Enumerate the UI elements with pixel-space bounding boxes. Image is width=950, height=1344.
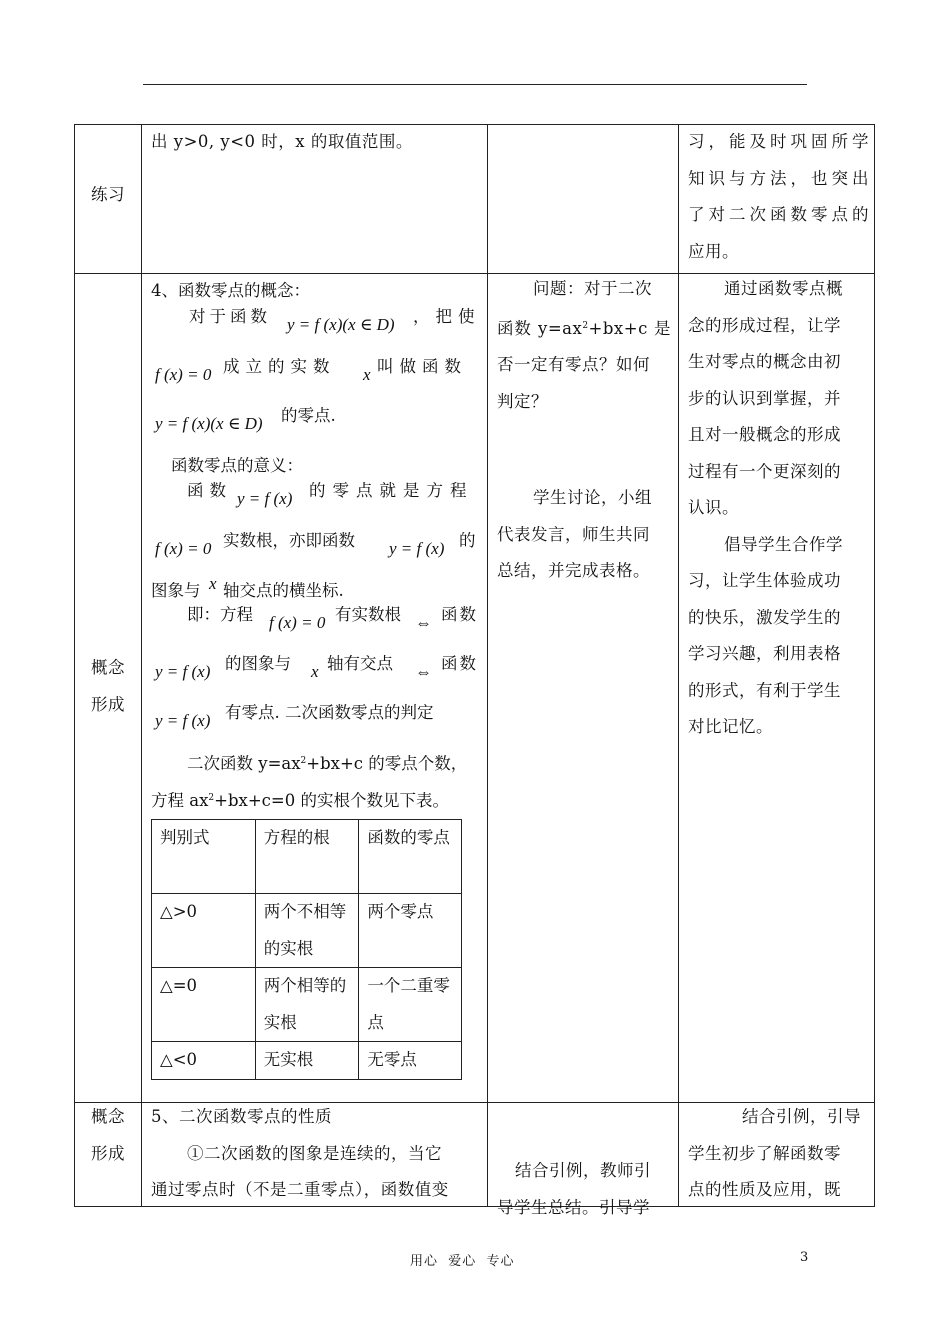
mean-text-e: 图象与 <box>151 581 201 600</box>
math-expr: y = f (x) <box>155 662 211 681</box>
activity-line: 导学生总结。引导学 <box>497 1197 650 1217</box>
purpose-line: 念的形成过程，让学 <box>688 315 841 335</box>
activity-line: 问题：对于二次 <box>533 279 652 298</box>
mean-text-f: 轴交点的横坐标. <box>223 581 344 600</box>
section-heading: 4、函数零点的概念： <box>151 281 310 300</box>
table-cell: 两个相等的实根 <box>255 968 359 1042</box>
row3-label <box>75 1099 141 1172</box>
table-header: 判别式 <box>152 820 256 894</box>
eq-text-e: 轴有交点 <box>327 654 393 673</box>
math-expr: x <box>363 365 371 384</box>
activity-line <box>497 308 671 348</box>
label-line: 概念 <box>91 658 125 677</box>
label-line: 形成 <box>91 1143 125 1163</box>
math-expr: y = f (x)(x ∈ D) <box>155 414 263 433</box>
purpose-line: 点的性质及应用，既 <box>688 1180 841 1199</box>
eq-text-a: 即：方程 <box>187 605 253 624</box>
purpose-line: 学生初步了解函数零 <box>688 1143 841 1163</box>
activity-line: 总结，并完成表格。 <box>497 561 650 580</box>
math-expr: x <box>311 662 319 681</box>
content-line: 5、二次函数零点的性质 <box>151 1107 332 1126</box>
row2-label <box>75 650 141 723</box>
quad-text: 方程 ax <box>151 791 209 810</box>
iff-icon: ⇔ <box>415 613 432 632</box>
table-cell: 一个二重零点 <box>359 968 462 1042</box>
purpose-line: 步的认识到掌握，并 <box>688 388 841 408</box>
purpose-line: 认识。 <box>688 498 739 517</box>
table-header: 方程的根 <box>255 820 359 894</box>
def-text-b: ，把使 <box>413 307 481 326</box>
quad-line-2 <box>151 787 449 811</box>
row1-content: 出 y>0, y<0 时，x 的取值范围。 <box>151 132 413 151</box>
eq-text-b: 有实数根 <box>335 605 401 624</box>
eq-text-d: 的图象与 <box>225 654 291 673</box>
math-expr: y = f (x) <box>237 489 293 508</box>
row1-label: 练习 <box>91 185 125 204</box>
table-cell: △=0 <box>152 968 256 1042</box>
eq-text-c: 函数 <box>441 605 478 624</box>
def-text-e: 的零点. <box>281 406 336 425</box>
table-row <box>152 1042 462 1080</box>
table-header: 函数的零点 <box>359 820 462 894</box>
def-text-a: 对于函数 <box>189 307 271 326</box>
def-text-c: 成立的实数 <box>223 357 336 376</box>
purpose-line: 通过函数零点概 <box>724 279 843 298</box>
math-expr: x <box>209 574 217 593</box>
purpose-line: 了对二次函数零点的 <box>688 205 869 224</box>
purpose-line: 的形式，有利于学生 <box>688 680 841 700</box>
quad-line-1 <box>187 750 467 774</box>
row2-activity <box>497 271 671 590</box>
purpose-line: 知识与方法，也突出 <box>688 168 869 188</box>
superscript: 2 <box>208 793 215 803</box>
math-expr: f (x) = 0 <box>155 539 212 558</box>
iff-icon: ⇔ <box>415 662 432 681</box>
activity-line: 结合引例，教师引 <box>515 1161 651 1180</box>
purpose-line: 且对一般概念的形成 <box>688 425 841 444</box>
activity-text: 函数 y=ax <box>497 318 583 338</box>
quad-text: +bx+c=0 的实根个数见下表。 <box>214 791 449 810</box>
purpose-line: 应用。 <box>688 241 739 261</box>
table-cell: 两个不相等的实根 <box>255 894 359 968</box>
lesson-table <box>74 124 875 1217</box>
math-expr: f (x) = 0 <box>155 365 212 384</box>
activity-line: 判定？ <box>497 391 548 411</box>
eq-text-f: 函数 <box>441 654 478 673</box>
activity-line: 否一定有零点？如何 <box>497 355 650 374</box>
content-line: 通过零点时（不是二重零点），函数值变 <box>151 1180 449 1199</box>
mean-text-b: 的零点就是方程 <box>309 481 474 500</box>
def-text-d: 叫做函数 <box>377 357 467 376</box>
purpose-line: 生对零点的概念由初 <box>688 352 841 371</box>
meaning-heading: 函数零点的意义： <box>171 456 303 475</box>
label-line: 形成 <box>91 694 125 714</box>
row3-content <box>151 1099 479 1209</box>
table-row <box>152 894 462 968</box>
table-cell: △<0 <box>152 1042 256 1080</box>
math-expr: f (x) = 0 <box>269 613 326 632</box>
eq-text-g: 有零点. 二次函数零点的判定 <box>225 703 434 722</box>
footer-text: 用心 爱心 专心 <box>410 1254 515 1269</box>
purpose-line: 过程有一个更深刻的 <box>688 461 841 481</box>
row1-purpose <box>688 124 869 270</box>
row3-purpose <box>688 1099 869 1209</box>
activity-text: +bx+c 是 <box>588 318 671 338</box>
table-header-row <box>152 820 462 894</box>
purpose-line: 学习兴趣，利用表格 <box>688 644 841 663</box>
table-cell: △>0 <box>152 894 256 968</box>
table-row <box>152 968 462 1042</box>
col-divider <box>487 125 488 1206</box>
page-number: 3 <box>800 1250 809 1265</box>
row2-purpose <box>688 271 869 746</box>
table-cell: 无实根 <box>255 1042 359 1080</box>
purpose-line: 对比记忆。 <box>688 717 773 736</box>
math-expr: y = f (x) <box>389 539 445 558</box>
math-expr: y = f (x) <box>155 711 211 730</box>
content-line: ①二次函数的图象是连续的，当它 <box>187 1143 442 1163</box>
purpose-line: 习，让学生体验成功 <box>688 571 841 590</box>
purpose-line: 的快乐，激发学生的 <box>688 607 841 627</box>
activity-line: 学生讨论，小组 <box>533 488 652 507</box>
mean-text-d: 的 <box>459 531 476 550</box>
activity-line: 代表发言，师生共同 <box>497 524 650 544</box>
col-divider <box>141 125 142 1206</box>
header-rule <box>143 84 807 85</box>
discriminant-table <box>151 819 462 1080</box>
superscript: 2 <box>300 756 307 766</box>
table-cell: 两个零点 <box>359 894 462 968</box>
purpose-line: 倡导学生合作学 <box>724 534 843 554</box>
mean-text-c: 实数根，亦即函数 <box>223 531 355 550</box>
quad-text: 二次函数 y=ax <box>187 754 301 773</box>
row3-activity <box>497 1153 671 1226</box>
purpose-line: 结合引例，引导 <box>742 1107 861 1126</box>
quad-text: +bx+c 的零点个数， <box>306 754 468 773</box>
label-line: 概念 <box>91 1107 125 1126</box>
purpose-line: 习，能及时巩固所学 <box>688 132 869 151</box>
table-cell: 无零点 <box>359 1042 462 1080</box>
math-expr: y = f (x)(x ∈ D) <box>287 315 395 334</box>
col-divider <box>678 125 679 1206</box>
superscript: 2 <box>582 320 589 331</box>
mean-text-a: 函数 <box>187 481 232 500</box>
